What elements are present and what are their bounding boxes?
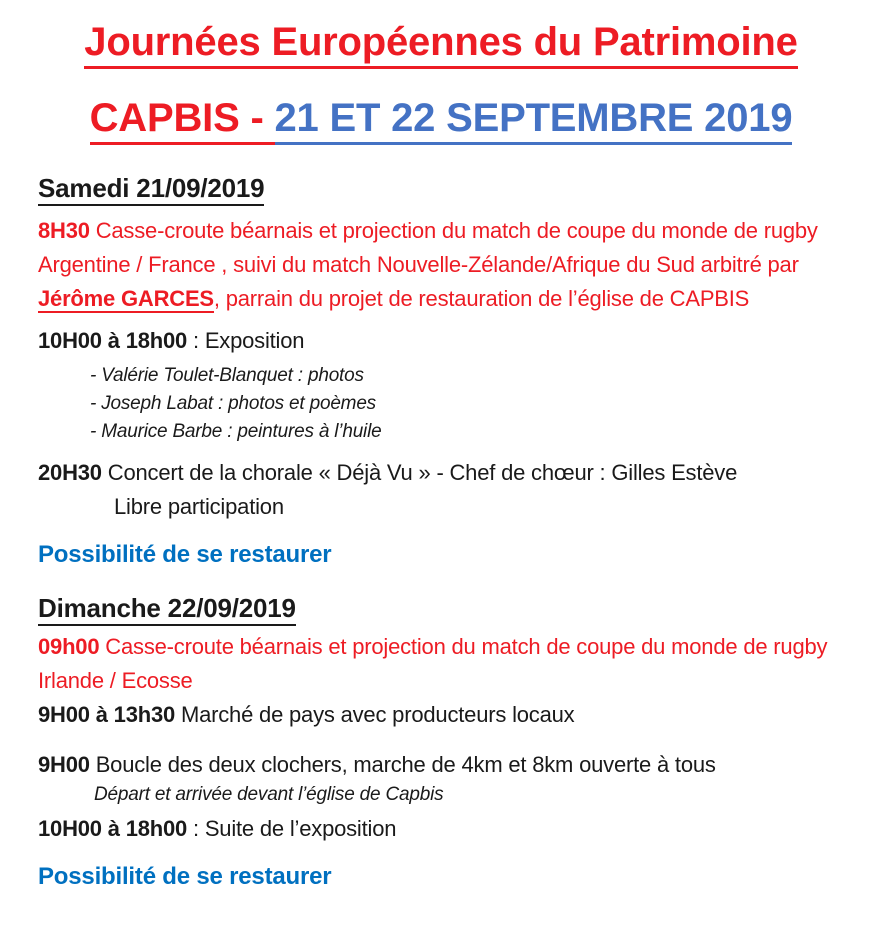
event-text: Casse-croute béarnais et projection du match de coupe du monde de rugby Irlande / Ecosse: [38, 633, 840, 693]
event-market: [38, 698, 844, 732]
event-time: 9H00: [38, 751, 90, 777]
event-time: 10H00 à 18h00: [38, 815, 188, 841]
event-text: , parrain du projet de restauration de l’église de CAPBIS: [213, 285, 750, 311]
referee-name: Jérôme GARCES: [38, 285, 214, 311]
artist-list-item: - Valérie Toulet-Blanquet : photos: [90, 364, 364, 386]
sunday-heading: Dimanche 22/09/2019: [38, 592, 844, 626]
food-note-sunday: Possibilité de se restaurer: [38, 862, 332, 890]
event-text: : Suite de l’exposition: [187, 815, 397, 841]
event-text: Concert de la chorale « Déjà Vu » - Chef de chœur : Gilles Estève: [101, 459, 738, 485]
walk-note: Départ et arrivée devant l’église de Capbis: [94, 783, 444, 805]
event-time: 20H30: [38, 459, 102, 485]
subtitle-date-text: 21 ET 22 SEPTEMBRE 2019: [275, 96, 793, 145]
sunday-section: [38, 592, 844, 892]
artist-list: [90, 362, 844, 446]
event-time: 9H00 à 13h30: [38, 701, 176, 727]
event-time: 10H00 à 18h00: [38, 327, 188, 353]
subtitle-capbis-text: CAPBIS -: [90, 96, 275, 145]
artist-list-item: - Joseph Labat : photos et poèmes: [90, 392, 376, 414]
event-text: Casse-croute béarnais et projection du match de coupe du monde de rugby Argentine / France , suivi du match Nouvelle-Zélande/Afrique du Sud arbitré par: [38, 217, 829, 277]
event-time: 09h00: [38, 633, 100, 659]
event-text: Boucle des deux clochers, marche de 4km et 8km ouverte à tous: [89, 751, 716, 777]
food-note-saturday: Possibilité de se restaurer: [38, 540, 332, 568]
event-time: 8H30: [38, 217, 90, 243]
event-concert: [38, 456, 844, 490]
saturday-section: [38, 172, 844, 570]
event-breakfast-saturday: [38, 214, 844, 316]
page-subtitle: [38, 94, 844, 142]
page-title-text: Journées Européennes du Patrimoine: [84, 20, 797, 69]
concert-note: Libre participation: [114, 493, 284, 519]
page-title: [38, 18, 844, 66]
event-text: : Exposition: [187, 327, 305, 353]
artist-list-item: - Maurice Barbe : peintures à l’huile: [90, 420, 382, 442]
event-walk: [38, 748, 844, 782]
event-exposition: [38, 324, 844, 358]
event-text: Marché de pays avec producteurs locaux: [175, 701, 575, 727]
event-breakfast-sunday: [38, 630, 844, 698]
saturday-heading: Samedi 21/09/2019: [38, 172, 844, 206]
event-exposition-sunday: [38, 812, 844, 846]
